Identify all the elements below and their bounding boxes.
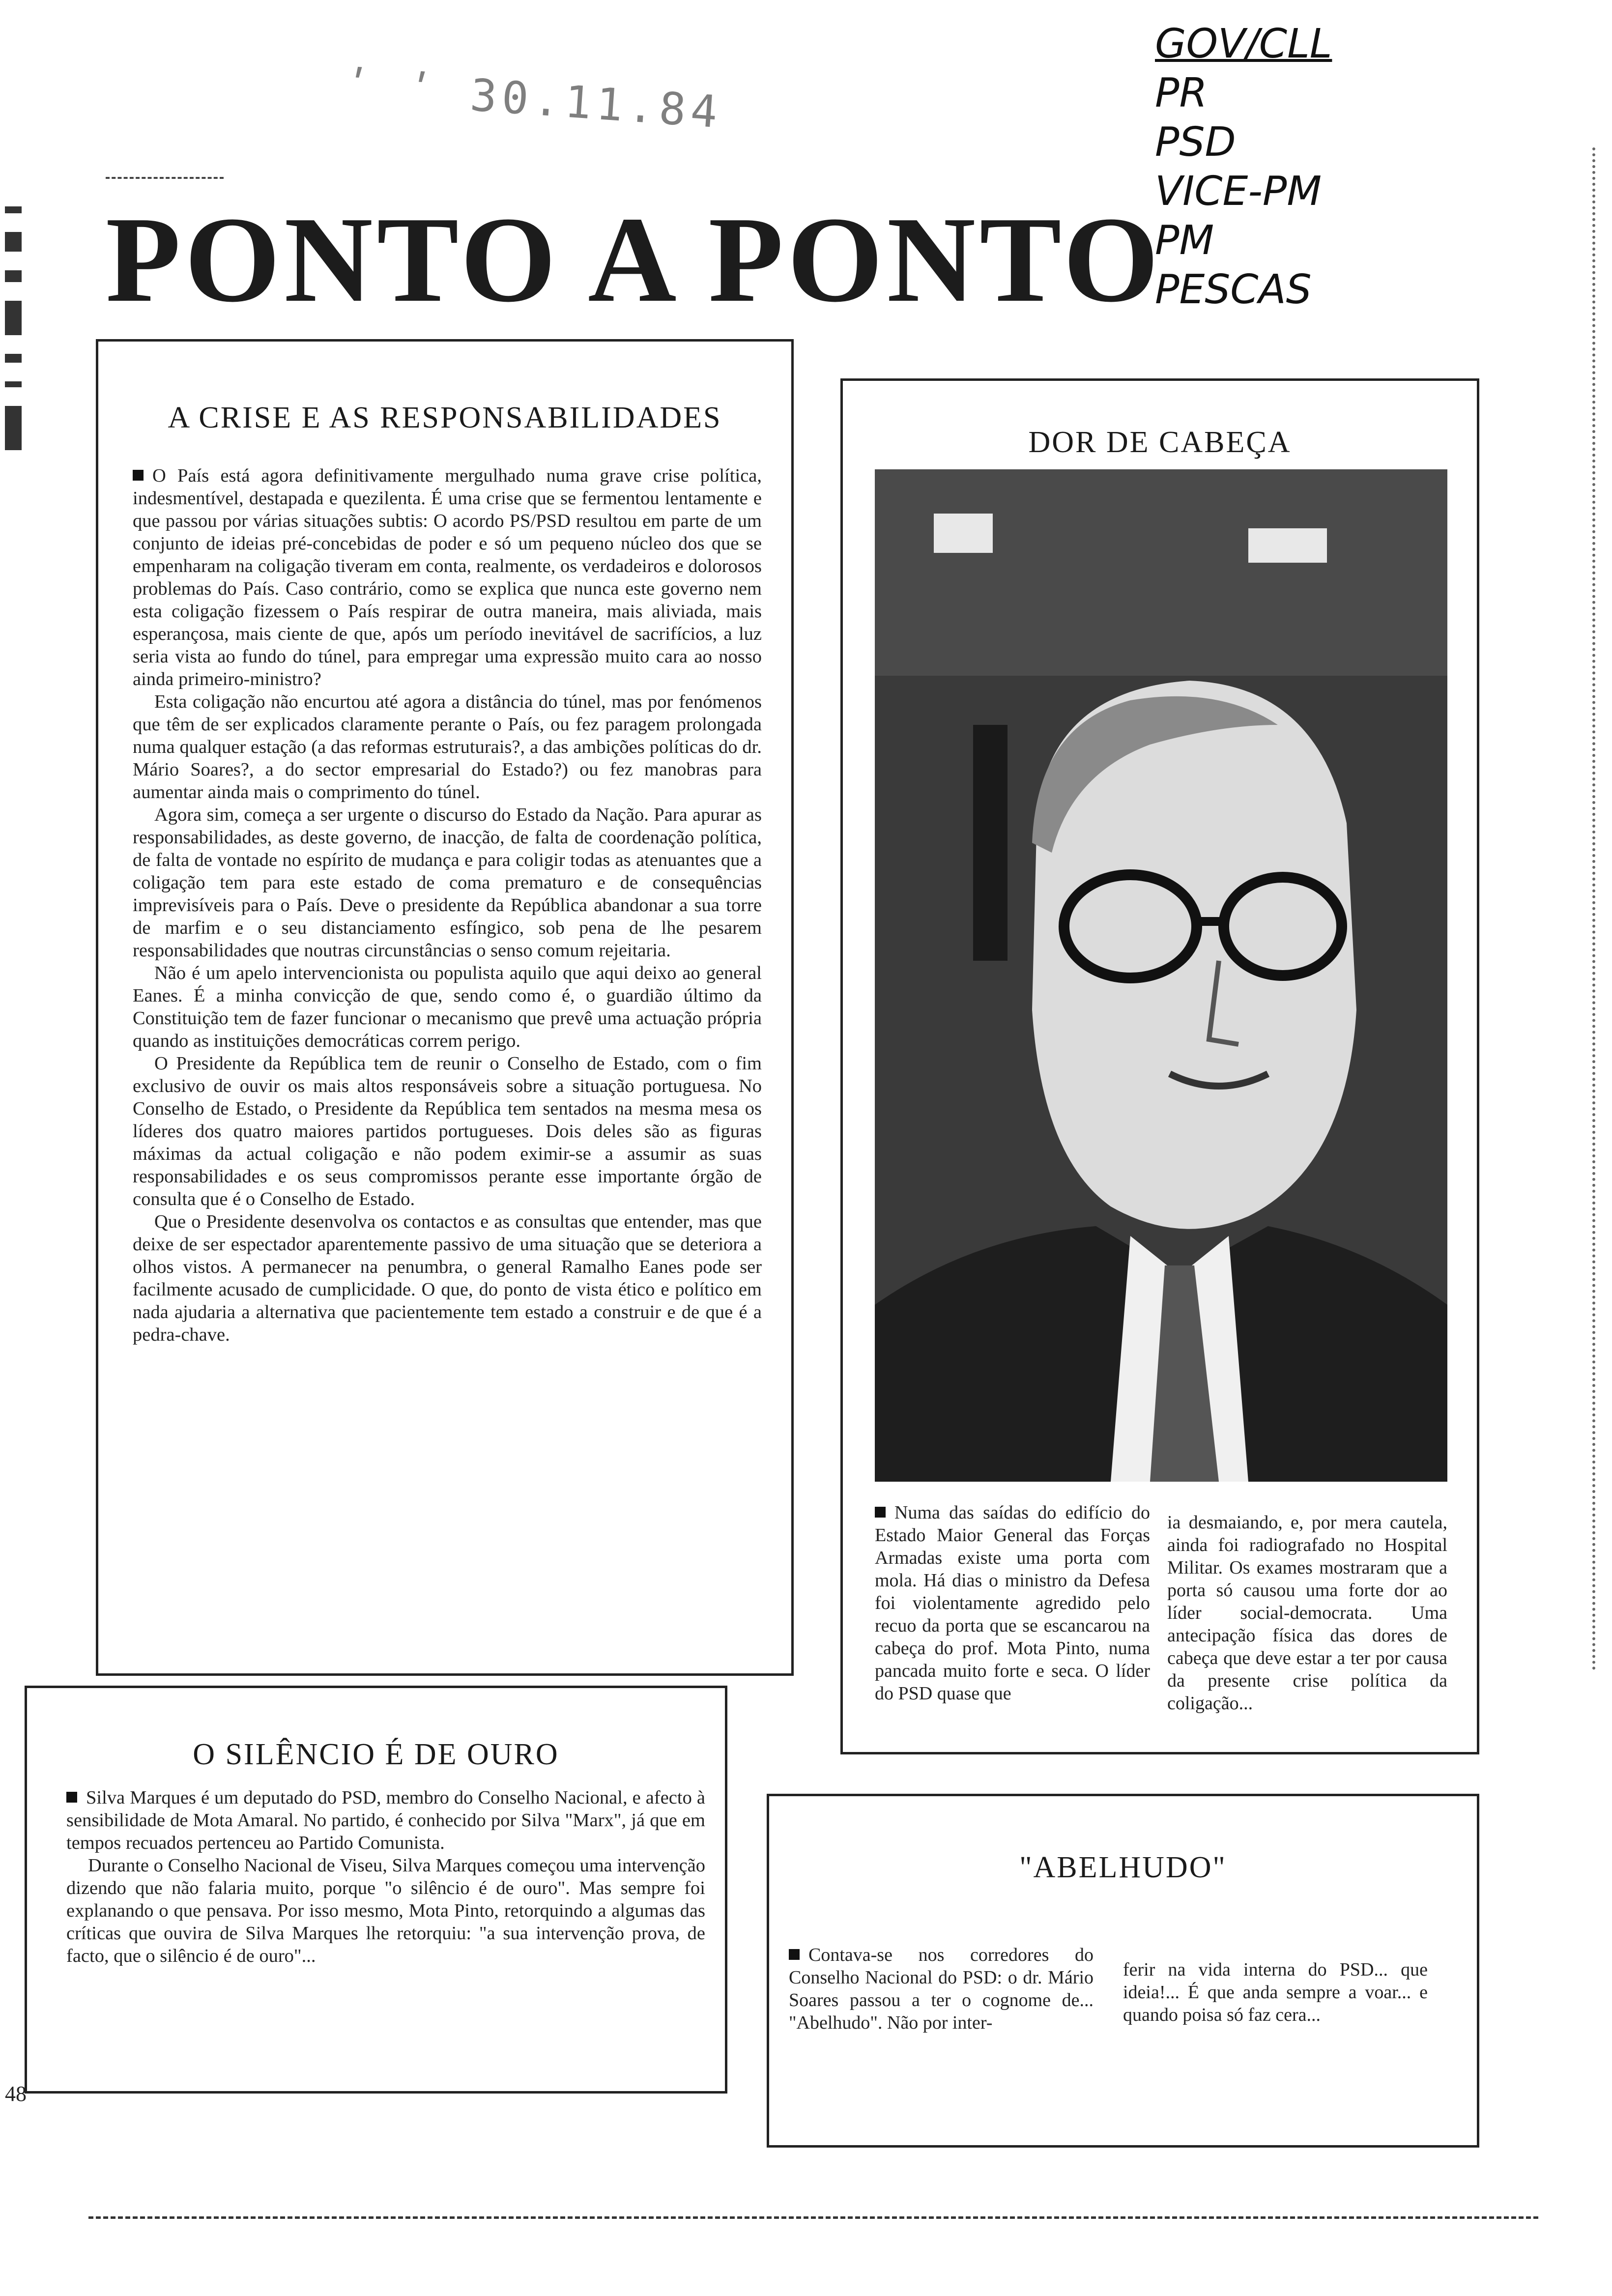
article-dor-de-cabeca [840, 378, 1479, 1754]
paragraph: O Presidente da República tem de reunir o Conselho de Estado, com o fim exclusivo de ouvir os mais altos responsáveis sobre a situação portuguesa. No Conselho de Estado, o Presidente da República tem sentados na mesma mesa os líderes dos quatro maiores partidos portugueses. Dois deles são as figuras máximas da actual coligação e não podem eximir-se a assumir as suas responsabilidades e os seus compromissos perante esse importante órgão de consulta que é o Conselho de Estado. [133, 1053, 762, 1209]
masthead-rule [106, 177, 224, 179]
scan-edge-marks [0, 206, 54, 678]
caption-right [1167, 1511, 1447, 1715]
routing-note: PM [1155, 217, 1214, 264]
abelhudo-left [789, 1944, 1094, 2034]
handwritten-date: ʹ ʹ 30.11.84 [343, 60, 724, 139]
article-title: A CRISE E AS RESPONSABILIDADES [168, 401, 722, 434]
article-silencio [25, 1686, 727, 2094]
routing-notes [1155, 20, 1474, 315]
routing-note: GOV/CLL [1155, 21, 1332, 67]
bullet-icon [875, 1507, 886, 1518]
routing-note: VICE-PM [1155, 168, 1322, 215]
paragraph: O País está agora definitivamente mergulhado numa grave crise política, indesmentível, destapada e quezilenta. É uma crise que se fermentou lentamente e que passou por várias situações subtis: O acordo PS/PSD resultou em parte de um conjunto de ideias pré-concebidas de poder e só um pequeno núcleo dos que se empenharam na coligação tiveram em conta, realmente, os verdadeiros e dolorosos problemas do País. Caso contrário, como se explica que nunca este governo nem esta coligação fizessem o País respirar de outra maneira, mais aliviada, mais esperançosa, mais ciente de que, após um período inevitável de sacrifícios, a luz seria vista ao fundo do túnel, para empregar uma expressão muito cara ao nosso ainda primeiro-ministro? [133, 465, 762, 689]
bullet-icon [789, 1949, 800, 1960]
routing-note: PR [1155, 70, 1208, 116]
abelhudo-right [1123, 1958, 1428, 2026]
article-body [133, 464, 762, 1346]
page-number: 48 [5, 2082, 27, 2106]
masthead: PONTO A PONTO [106, 192, 1163, 328]
article-title: DOR DE CABEÇA [1028, 426, 1292, 459]
bullet-icon [66, 1792, 77, 1803]
portrait-photo [875, 469, 1447, 1482]
article-body [66, 1786, 705, 1967]
paragraph: Agora sim, começa a ser urgente o discurso do Estado da Nação. Para apurar as responsabilidades, as deste governo, de inacção, de falta de coordenação política, de falta de vontade no espírito de mudança e para coligir todas as atenuantes que a coligação tem para este estado de coma prematuro e de consequências imprevisíveis para o País. Deve o presidente da República abandonar a sua torre de marfim e o seu distanciamento esfíngico, sob pena de lhe pesarem responsabilidades que noutras circunstâncias o senso comum rejeitaria. [133, 804, 762, 961]
paragraph: Esta coligação não encurtou até agora a distância do túnel, mas por fenómenos que têm de ser explicados claramente perante o País, ou fez paragem prolongada numa qualquer estação (a das reformas estruturais?, a das ambições políticas do dr. Mário Soares?, a do sector empresarial do Estado?) ou fez manobras para aumentar ainda mais o comprimento do túnel. [133, 691, 762, 803]
abelhudo-text: ferir na vida interna do PSD... que ideia!... É que anda sempre a voar... e quando poisa só faz cera... [1123, 1959, 1428, 2025]
article-abelhudo [767, 1794, 1479, 2148]
portrait-illustration [875, 469, 1447, 1482]
caption-left [875, 1501, 1150, 1705]
scan-right-edge [1592, 147, 1600, 1671]
bullet-icon [133, 470, 144, 481]
paragraph: Que o Presidente desenvolva os contactos e as consultas que entender, mas que deixe de ser espectador aparentemente passivo de uma situação que se deteriora a olhos vistos. A permanecer na penumbra, o general Ramalho Eanes pode ser facilmente acusado de cumplicidade. O que, do ponto de vista ético e político em nada ajudaria a alternativa que pacientemente tem estado a construir e de que é a pedra-chave. [133, 1211, 762, 1345]
routing-note: PSD [1155, 119, 1236, 166]
caption-text: Numa das saídas do edifício do Estado Maior General das Forças Armadas existe uma porta com mola. Há dias o ministro da Defesa foi violentamente agredido pelo recuo da porta que se escancarou na cabeça do prof. Mota Pinto, numa pancada muito forte e seca. O líder do PSD quase que [875, 1502, 1150, 1704]
article-crise [96, 339, 794, 1676]
paragraph: Durante o Conselho Nacional de Viseu, Silva Marques começou uma intervenção dizendo que não falaria muito, porque "o silêncio é de ouro". Mas sempre foi explanando o que pensava. Por isso mesmo, Mota Pinto, retorquindo a algumas das críticas que ouvira de Silva Marques lhe retorquiu: "a sua intervenção prova, de facto, que o silêncio é de ouro"... [66, 1855, 705, 1966]
routing-note: PESCAS [1155, 266, 1312, 313]
abelhudo-text: Contava-se nos corredores do Conselho Nacional do PSD: o dr. Mário Soares passou a ter o cognome de... "Abelhudo". Não por inter- [789, 1945, 1094, 2033]
bottom-rule [88, 2216, 1538, 2219]
paragraph: Não é um apelo intervencionista ou populista aquilo que aqui deixo ao general Eanes. É a minha convicção de que, sendo como é, o guardião último da Constituição tem de fazer funcionar o mecanismo que prevê uma actuação própria quando as instituições democráticas correm perigo. [133, 963, 762, 1051]
article-title: O SILÊNCIO É DE OURO [193, 1738, 559, 1771]
caption-text: ia desmaiando, e, por mera cautela, ainda foi radiografado no Hospital Militar. Os exames mostraram que a porta só causou uma forte dor ao líder social-democrata. Uma antecipação física das dores de cabeça que deve estar a ter por causa da presente crise política da coligação... [1167, 1512, 1447, 1714]
article-title: "ABELHUDO" [1019, 1851, 1227, 1884]
paragraph: Silva Marques é um deputado do PSD, membro do Conselho Nacional, e afecto à sensibilidade de Mota Amaral. No partido, é conhecido por Silva "Marx", já que em tempos recuados pertenceu ao Partido Comunista. [66, 1787, 705, 1853]
